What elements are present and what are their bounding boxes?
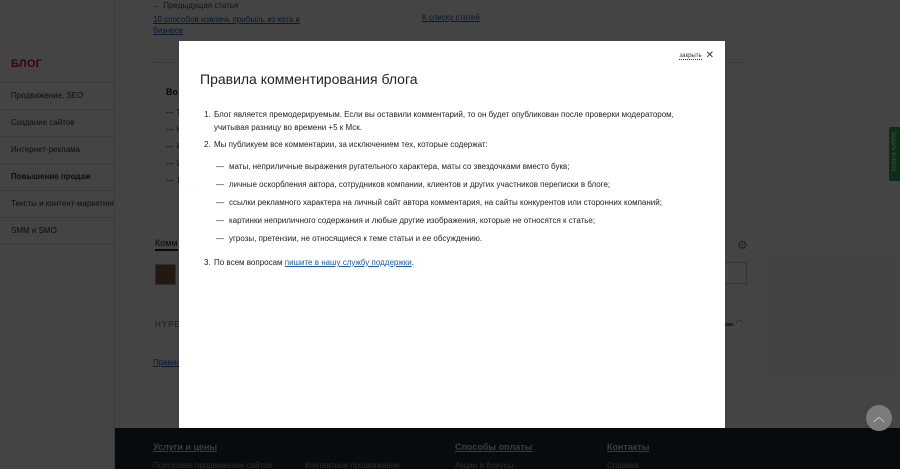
rule-2-text: Мы публикуем все комментарии, за исключением тех, которые содержат: (214, 140, 488, 149)
list-item: — ссылки рекламного характера на личный сайт автора комментария, на сайты конкурентов или сторонних компаний; (216, 197, 662, 207)
scroll-top-button[interactable] (866, 405, 892, 431)
chevron-up-icon: ︿ (872, 410, 885, 424)
list-item: — угрозы, претензии, не относящиеся к теме статьи и ее обсуждению. (216, 234, 483, 244)
close-icon[interactable]: ✕ (705, 50, 714, 61)
support-link[interactable]: пишите в нашу службу поддержки (284, 257, 412, 267)
rule-item: 1. Блог является премодерируемым. Если вы оставили комментарий, то он будет опубликован после проверки модератором, учитывая разницу во времени +5 к Мск. (204, 108, 704, 134)
close-label[interactable]: закрыть (679, 52, 702, 59)
rules-modal (179, 41, 725, 428)
list-item: — картинки неприличного содержания и любые другие изображения, которые не относятся к статье; (216, 216, 596, 226)
rule-item: 3. По всем вопросам пишите в нашу службу поддержки. (204, 257, 414, 267)
close-button[interactable] (679, 52, 714, 60)
rule-3-text: По всем вопросам (214, 257, 283, 267)
modal-title: Правила комментирования блога (200, 71, 418, 87)
rules-list (204, 108, 704, 269)
list-item: — маты, неприличные выражения ругательного характера, маты со звездочками вместо букв; (216, 161, 570, 171)
rule-1-text: Блог является премодерируемым. Если вы оставили комментарий, то он будет опубликован после проверки модератором, учитывая разницу во времени +5 к Мск. (214, 110, 674, 132)
exclusions-list (216, 157, 704, 248)
rule-item: 2. Мы публикуем все комментарии, за исключением тех, которые содержат: (204, 138, 704, 151)
list-item: — личные оскорбления автора, сотрудников компании, клиентов и других участников переписки в блоге; (216, 179, 611, 189)
